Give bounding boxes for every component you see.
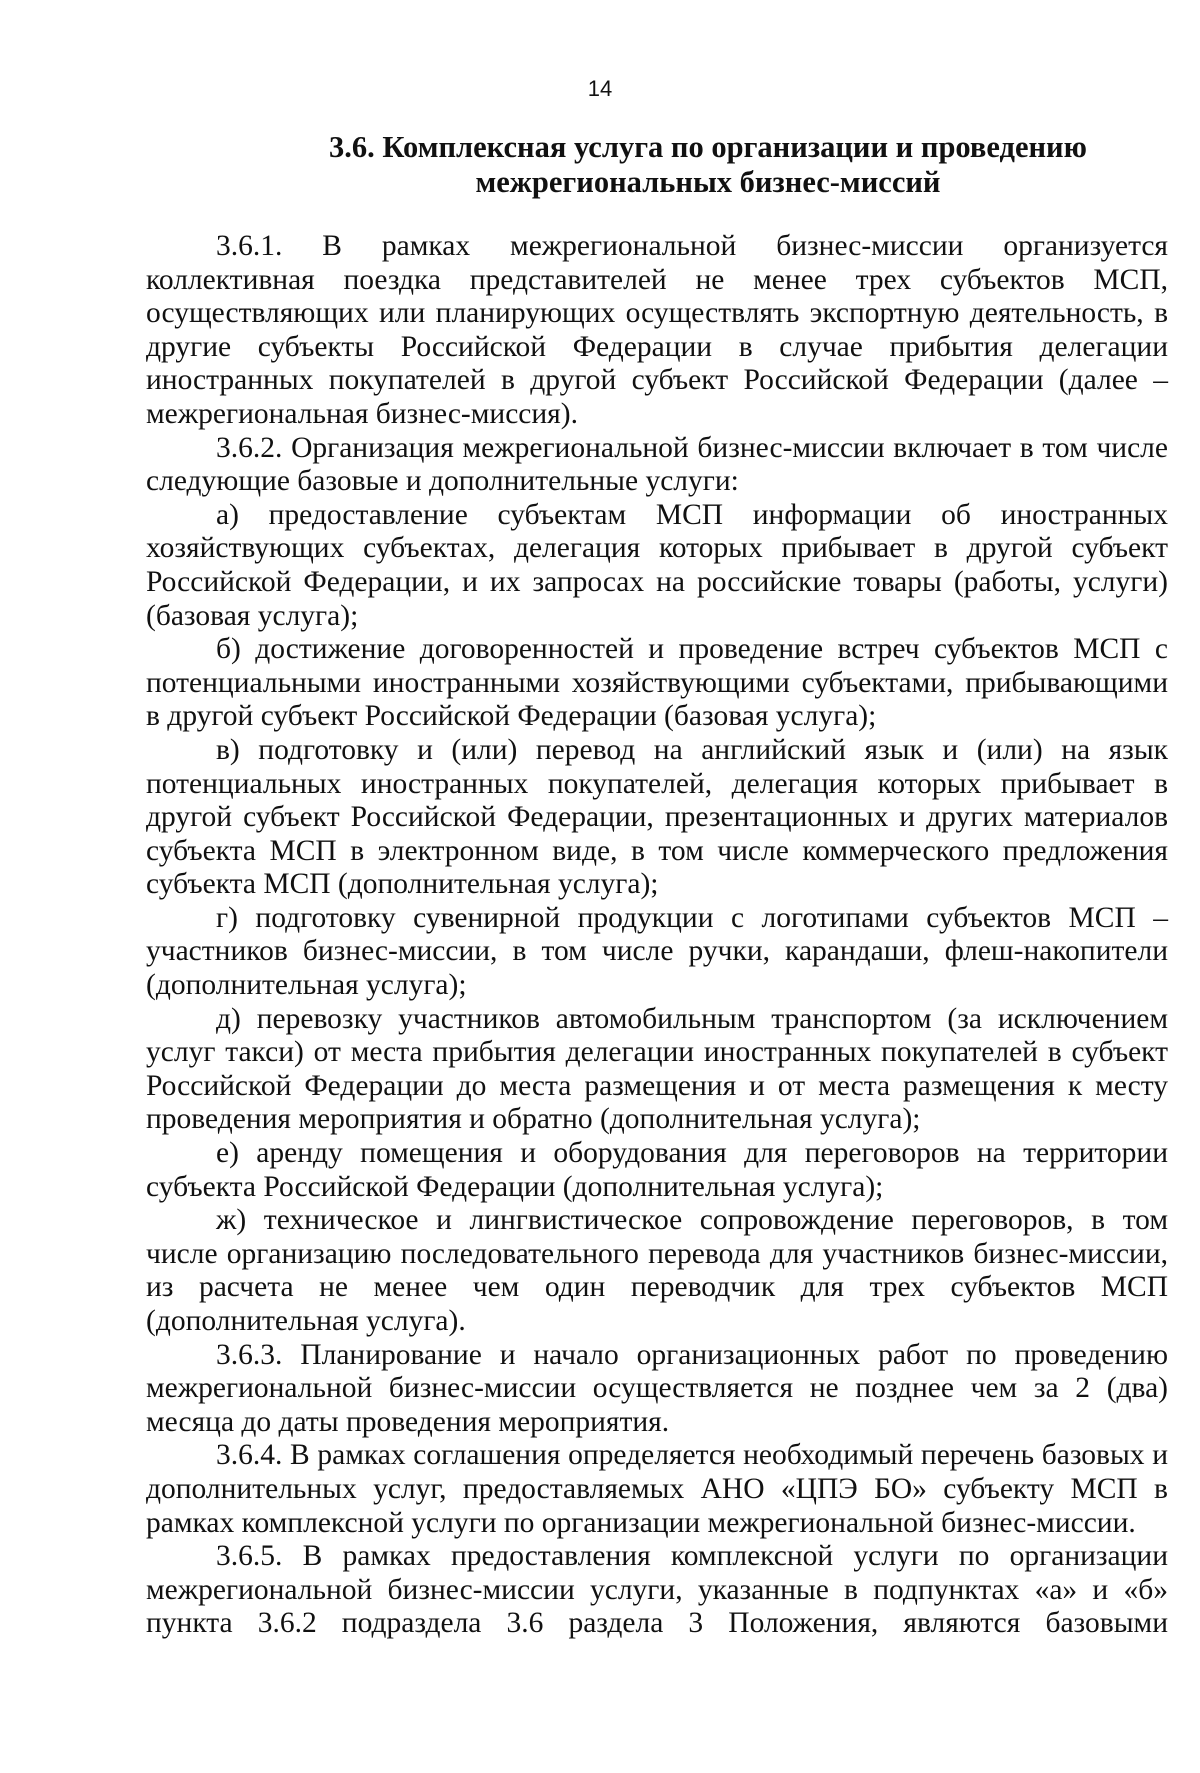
page-number: 14: [587, 76, 613, 101]
list-item-b: б) достижение договоренностей и проведение встреч субъектов МСП с потенциальными иностранными хозяйствующими субъектами, прибывающими в другой субъект Российской Федерации (базовая услуга);: [146, 633, 1168, 733]
list-item-v: в) подготовку и (или) перевод на английский язык и (или) на язык потенциальных иностранных покупателей, делегация которых прибывает в другой субъект Российской Федерации, презентационных и других материалов субъекта МСП в электронном виде, в том числе коммерческого предложения субъекта МСП (дополнительная услуга);: [146, 733, 1168, 901]
section-title: [318, 130, 1098, 200]
paragraph-3-6-2: 3.6.2. Организация межрегиональной бизнес-миссии включает в том числе следующие базовые и дополнительные услуги:: [146, 431, 1168, 498]
section-title-line-1: 3.6. Комплексная услуга по организации и проведению: [329, 130, 1087, 164]
list-item-g: г) подготовку сувенирной продукции с логотипами субъектов МСП – участников бизнес-миссии, в том числе ручки, карандаши, флеш-накопители (дополнительная услуга);: [146, 901, 1168, 1002]
list-item-d: д) перевозку участников автомобильным транспортом (за исключением услуг такси) от места прибытия делегации иностранных покупателей в субъект Российской Федерации до места размещения и от места размещения к месту проведения мероприятия и обратно (дополнительная услуга);: [146, 1002, 1168, 1136]
paragraph-3-6-4: 3.6.4. В рамках соглашения определяется необходимый перечень базовых и дополнительных услуг, предоставляемых АНО «ЦПЭ БО» субъекту МСП в рамках комплексной услуги по организации межрегиональной бизнес-миссии.: [146, 1439, 1168, 1539]
paragraph-3-6-1: 3.6.1. В рамках межрегиональной бизнес-миссии организуется коллективная поездка представителей не менее трех субъектов МСП, осуществляющих или планирующих осуществлять экспортную деятельность, в другие субъекты Российской Федерации в случае прибытия делегации иностранных покупателей в другой субъект Российской Федерации (далее – межрегиональная бизнес-миссия).: [146, 230, 1168, 430]
list-item-e: е) аренду помещения и оборудования для переговоров на территории субъекта Российской Федерации (дополнительная услуга);: [146, 1137, 1168, 1203]
paragraph-3-6-3: 3.6.3. Планирование и начало организационных работ по проведению межрегиональной бизнес-миссии осуществляется не позднее чем за 2 (два) месяца до даты проведения мероприятия.: [146, 1338, 1168, 1438]
section-title-line-2: межрегиональных бизнес-миссий: [475, 165, 941, 199]
paragraph-3-6-5: 3.6.5. В рамках предоставления комплексной услуги по организации межрегиональной бизнес-миссии услуги, указанные в подпунктах «а» и «б» пункта 3.6.2 подраздела 3.6 раздела 3 Положения, являются базовыми: [146, 1540, 1168, 1640]
document-body: [146, 230, 1168, 1641]
list-item-zh: ж) техническое и лингвистическое сопровождение переговоров, в том числе организацию последовательного перевода для участников бизнес-миссии, из расчета не менее чем один переводчик для трех субъектов МСП (дополнительная услуга).: [146, 1204, 1168, 1337]
list-item-a: а) предоставление субъектам МСП информации об иностранных хозяйствующих субъектах, делегация которых прибывает в другой субъект Российской Федерации, и их запросах на российские товары (работы, услуги) (базовая услуга);: [146, 498, 1168, 632]
